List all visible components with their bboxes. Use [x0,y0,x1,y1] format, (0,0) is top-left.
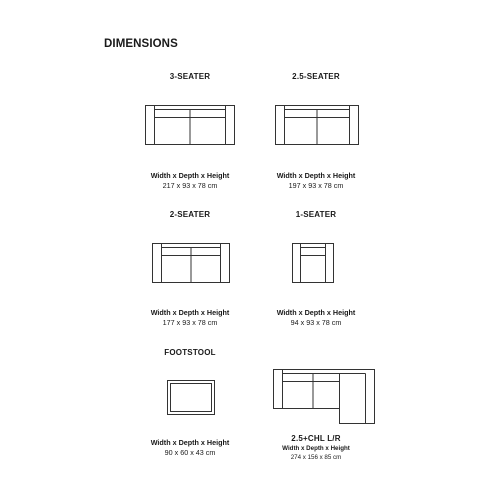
product-2-5-seater-dims [226,171,406,191]
dims-label: Width x Depth x Height [276,308,356,317]
two-and-half-seater-sofa-icon [275,105,359,145]
product-1-seater [226,210,406,220]
chaise-lounge-sofa-icon [273,369,375,424]
dims-label: Width x Depth x Height [276,171,356,180]
page-title: DIMENSIONS [104,38,178,50]
dims-label: Width x Depth x Height [150,438,230,447]
dims-value: 94 x 93 x 78 cm [290,318,342,327]
product-chaise-lounge [226,434,406,462]
product-footstool [100,348,280,358]
dims-value: 217 x 93 x 78 cm [162,181,218,190]
product-2-5-seater [226,72,406,82]
dims-value: 90 x 60 x 43 cm [164,448,216,457]
dims-label: Width x Depth x Height [150,171,230,180]
dims-value: 177 x 93 x 78 cm [162,318,218,327]
armchair-icon [292,243,334,283]
dims-value: 197 x 93 x 78 cm [288,181,344,190]
product-name: 2.5-SEATER [292,72,340,81]
dims-label: Width x Depth x Height [282,445,350,452]
product-name: FOOTSTOOL [164,348,216,357]
product-name: 1-SEATER [295,210,337,219]
footstool-icon [167,380,215,415]
product-1-seater-dims [226,308,406,328]
product-name: 2.5+CHL L/R [291,434,341,443]
three-seater-sofa-icon [145,105,235,145]
product-name: 2-SEATER [169,210,211,219]
dims-label: Width x Depth x Height [150,308,230,317]
two-seater-sofa-icon [152,243,230,283]
dims-value: 274 x 156 x 85 cm [290,454,342,461]
product-name: 3-SEATER [169,72,211,81]
